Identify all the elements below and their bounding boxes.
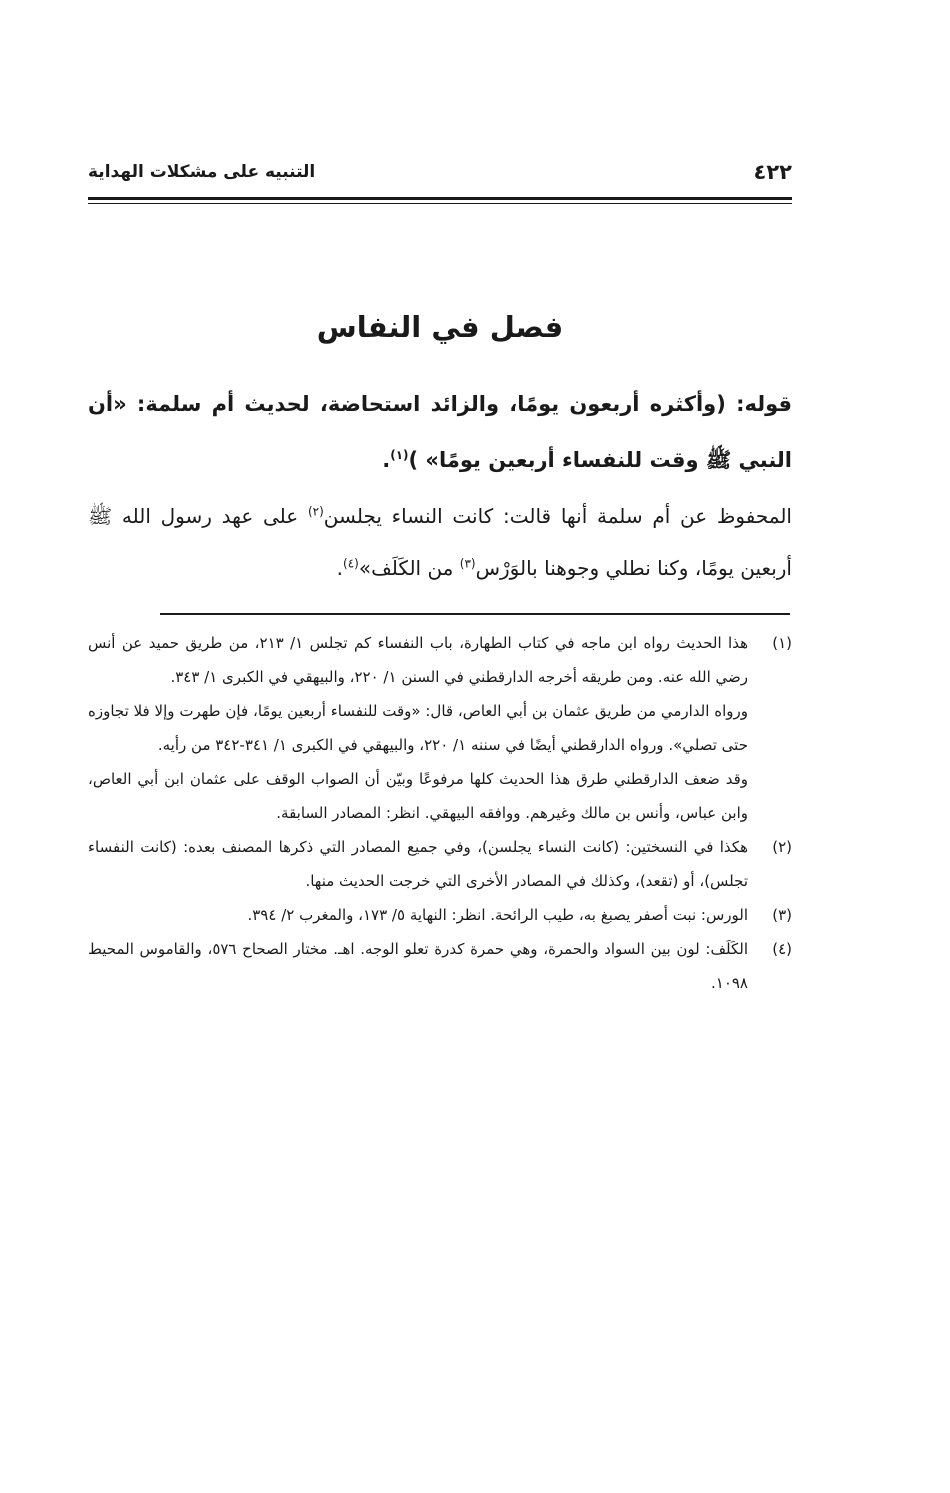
footnote-body xyxy=(88,830,748,898)
footnote-ref-3: (٣) xyxy=(459,556,476,571)
footnotes xyxy=(88,626,792,1000)
page-number: ٤٢٢ xyxy=(753,160,792,184)
header-rule-thick xyxy=(88,197,792,200)
footnote-ref-1: (١) xyxy=(390,448,409,462)
footnote-ref-4: (٤) xyxy=(343,556,359,571)
footnote-3 xyxy=(88,898,792,932)
footnote-ref-2: (٢) xyxy=(307,504,324,519)
footnote-paragraph: وقد ضعف الدارقطني طرق هذا الحديث كلها مرفوعًا وبيّن أن الصواب الوقف على عثمان ابن أبي العاص، وابن عباس، وأنس بن مالك وغيرهم. ووافقه البيهقي. انظر: المصادر السابقة. xyxy=(88,770,748,822)
footnote-paragraph: ورواه الدارمي من طريق عثمان بن أبي العاص، قال: «وقت للنفساء أربعين يومًا، فإن طهرت وإلا فلا تجاوزه حتى تصلي». ورواه الدارقطني أيضًا في سننه ١/ ٢٢٠، والبيهقي في الكبرى ١/ ٣٤١-٣٤٢ من رأيه. xyxy=(88,702,748,754)
footnote-number: (١) xyxy=(772,634,792,652)
narration-tail: . xyxy=(336,556,344,580)
quote-paragraph xyxy=(88,376,792,488)
footnote-paragraph: هكذا في النسختين: (كانت النساء يجلسن)، وفي جميع المصادر التي ذكرها المصنف بعده: (كانت النفساء تجلس)، أو (تقعد)، وكذلك في المصادر الأخرى التي خرجت الحديث منها. xyxy=(88,838,748,890)
quote-tail: . xyxy=(382,448,391,472)
section-title: فصل في النفاس xyxy=(316,310,564,344)
footnote-4 xyxy=(88,932,792,1000)
narration-paragraph xyxy=(88,490,792,594)
footnote-number: (٢) xyxy=(772,838,792,856)
footnote-body xyxy=(88,932,748,1000)
footnote-number: (٣) xyxy=(772,906,792,924)
footnote-1 xyxy=(88,626,792,830)
narration-part-3: من الكَلَف» xyxy=(358,556,460,580)
footnote-body xyxy=(88,898,748,932)
footnote-body xyxy=(88,626,748,830)
footnote-paragraph: الكَلَف: لون بين السواد والحمرة، وهي حمرة كدرة تعلو الوجه. اهـ. مختار الصحاح ٥٧٦، والقاموس المحيط ١٠٩٨. xyxy=(88,940,748,992)
footnote-number: (٤) xyxy=(772,940,792,958)
header-rule-thin xyxy=(88,203,792,204)
page-header xyxy=(88,160,792,200)
footnote-divider xyxy=(160,613,790,615)
footnote-paragraph: هذا الحديث رواه ابن ماجه في كتاب الطهارة، باب النفساء كم تجلس ١/ ٢١٣، من طريق حميد عن أنس رضي الله عنه. ومن طريقه أخرجه الدارقطني في السنن ١/ ٢٢٠، والبيهقي في الكبرى ١/ ٣٤٣. xyxy=(88,634,748,686)
running-title: التنبيه على مشكلات الهداية xyxy=(88,162,316,182)
quote-text: قوله: (وأكثره أربعون يومًا، والزائد استحاضة، لحديث أم سلمة: «أن النبي ﷺ وقت للنفساء أربعين يومًا» ) xyxy=(88,392,792,472)
footnote-paragraph: الورس: نبت أصفر يصبغ به، طيب الرائحة. انظر: النهاية ٥/ ١٧٣، والمغرب ٢/ ٣٩٤. xyxy=(247,906,748,924)
footnote-2 xyxy=(88,830,792,898)
narration-part-1: المحفوظ عن أم سلمة أنها قالت: كانت النساء يجلسن xyxy=(323,504,792,528)
narration-part-2: على عهد رسول الله ﷺ أربعين يومًا، وكنا نطلي وجوهنا بالوَرْس xyxy=(88,504,792,580)
